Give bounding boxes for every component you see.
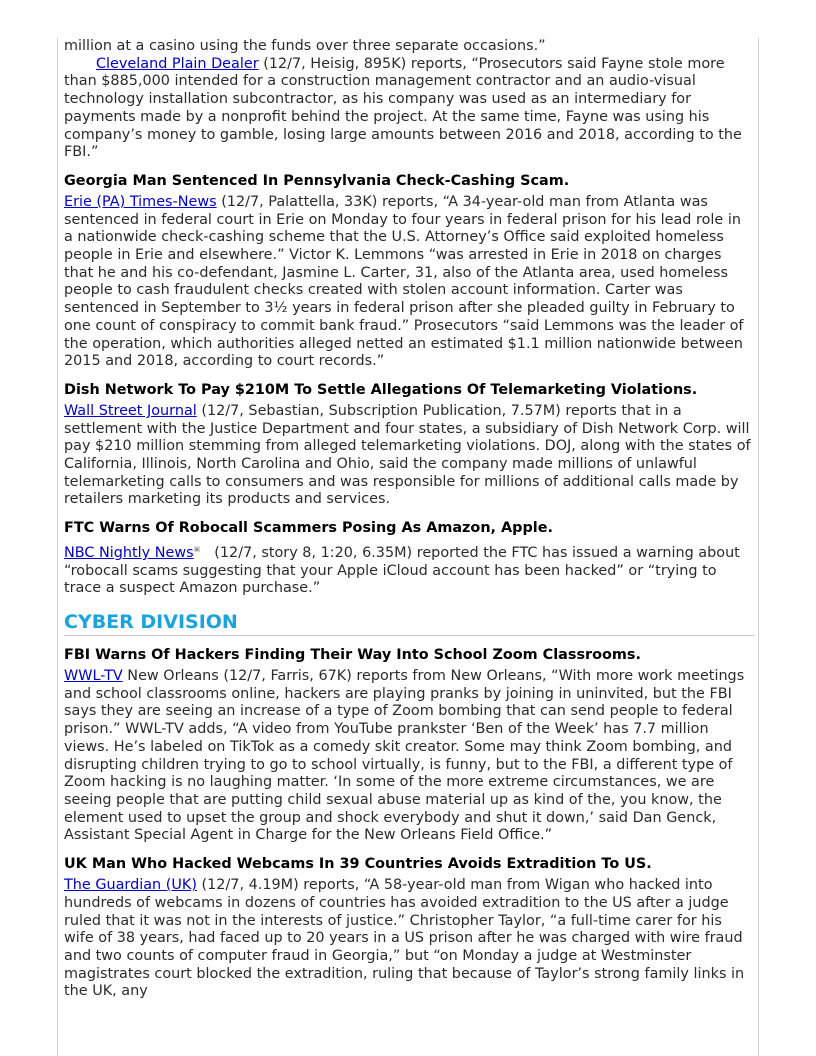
article-text-ftc-robocall: (12/7, story 8, 1:20, 6.35M) reported the FTC has issued a warning about “robocall scams suggesting that your Apple iCloud account has been hacked” or “trying to trace a suspect Amazon purchase.”	[64, 544, 740, 597]
article-headline-webcam-hacker: UK Man Who Hacked Webcams In 39 Countries Avoids Extradition To US.	[64, 856, 652, 873]
wwl-tv-link[interactable]: WWL-TV	[64, 668, 123, 685]
article-headline-zoom-classrooms: FBI Warns Of Hackers Finding Their Way Into School Zoom Classrooms.	[64, 647, 641, 664]
article-body-dish-network	[64, 403, 754, 509]
erie-times-news-link[interactable]: Erie (PA) Times-News	[64, 193, 217, 210]
article-text-dish-network: (12/7, Sebastian, Subscription Publication, 7.57M) reports that in a settlement with the Justice Department and four states, a subsidiary of Dish Network Corp. will pay $210 million stemming from alleged telemarketing violations. DOJ, along with the states of California, Illinois, North Carolina and Ohio, said the company made millions of unlawful telemarketing calls to consumers and was responsible for millions of additional calls made by retailers marketing its products and services.	[64, 402, 751, 508]
article-body-check-cashing	[64, 194, 754, 371]
article-text-webcam-hacker: (12/7, 4.19M) reports, “A 58-year-old man from Wigan who hacked into hundreds of webcams in dozens of countries has avoided extradition to the US after a judge ruled that it was not in the interests of justice.” Christopher Taylor, “a full-time carer for his wife of 38 years, had faced up to 20 years in a US prison after he was charged with wire fraud and two counts of computer fraud in Georgia,” but “on Monday a judge at Westminster magistrates court blocked the extradition, ruling that because of Taylor’s strong family links in the UK, any	[64, 877, 745, 1000]
article-headline-ftc-robocall: FTC Warns Of Robocall Scammers Posing As Amazon, Apple.	[64, 520, 553, 537]
intro-paragraph-text: (12/7, Heisig, 895K) reports, “Prosecutors said Fayne stole more than $885,000 intended for a construction management contractor and an audio-visual technology installation subcontractor, as his company was used as an intermediary for payments made by a nonprofit behind the project. At the same time, Fayne was using his company’s money to gamble, losing large amounts between 2016 and 2018, according to the FBI.”	[64, 55, 742, 161]
article-text-zoom-classrooms: New Orleans (12/7, Farris, 67K) reports from New Orleans, “With more work meetings and school classrooms online, hackers are playing pranks by joining in uninvited, but the FBI says they are seeing an increase of a type of Zoom bombing that can send people to federal prison.” WWL-TV adds, “A video from YouTube prankster ‘Ben of the Week’ has 7.7 million views. He’s labeled on TikTok as a comedy skit creator. Some may think Zoom bombing, and disrupting children trying to go to school virtually, is funny, but to the FBI, a different type of Zoom hacking is no laughing matter. ‘In some of the more extreme circumstances, we are seeing people that are putting child sexual abuse material up as kind of the, you know, the element used to upset the group and shock everybody and shut it down,’ said Dan Genck, Assistant Special Agent in Charge for the New Orleans Field Office.”	[64, 668, 745, 844]
article-body-zoom-classrooms	[64, 668, 754, 845]
article-headline-check-cashing: Georgia Man Sentenced In Pennsylvania Check-Cashing Scam.	[64, 172, 570, 189]
the-guardian-link[interactable]: The Guardian (UK)	[64, 877, 197, 894]
cleveland-plain-dealer-link[interactable]: Cleveland Plain Dealer	[96, 55, 259, 72]
newsletter-page	[57, 38, 759, 1056]
section-title-cyber-division: CYBER DIVISION	[64, 610, 754, 636]
article-body-ftc-robocall	[64, 541, 754, 598]
page-content	[64, 38, 754, 1001]
nbc-nightly-news-link[interactable]: NBC Nightly News	[64, 544, 194, 561]
article-body-webcam-hacker	[64, 877, 754, 1001]
intro-line: million at a casino using the funds over three separate occasions.”	[64, 38, 546, 54]
intro-paragraph	[64, 56, 754, 162]
wall-street-journal-link[interactable]: Wall Street Journal	[64, 402, 197, 419]
article-text-check-cashing: (12/7, Palattella, 33K) reports, “A 34-year-old man from Atlanta was sentenced in federal court in Erie on Monday to four years in federal prison for his lead role in a nationwide check-cashing scheme that the U.S. Attorney’s Office said exploited homeless people in Erie and elsewhere.” Victor K. Lemmons “was arrested in Erie in 2018 on charges that he and his co-defendant, Jasmine L. Carter, 31, also of the Atlanta area, used homeless people to cash fraudulent checks created with stolen account information. Carter was sentenced in September to 3½ years in federal prison after she pleaded guilty in February to one count of conspiracy to commit bank fraud.” Prosecutors “said Lemmons was the leader of the operation, which authorities alleged netted an estimated $1.1 million nationwide between 2015 and 2018, according to court records.”	[64, 193, 744, 370]
video-icon[interactable]: ▣	[193, 545, 201, 554]
article-headline-dish-network: Dish Network To Pay $210M To Settle Allegations Of Telemarketing Violations.	[64, 381, 698, 398]
